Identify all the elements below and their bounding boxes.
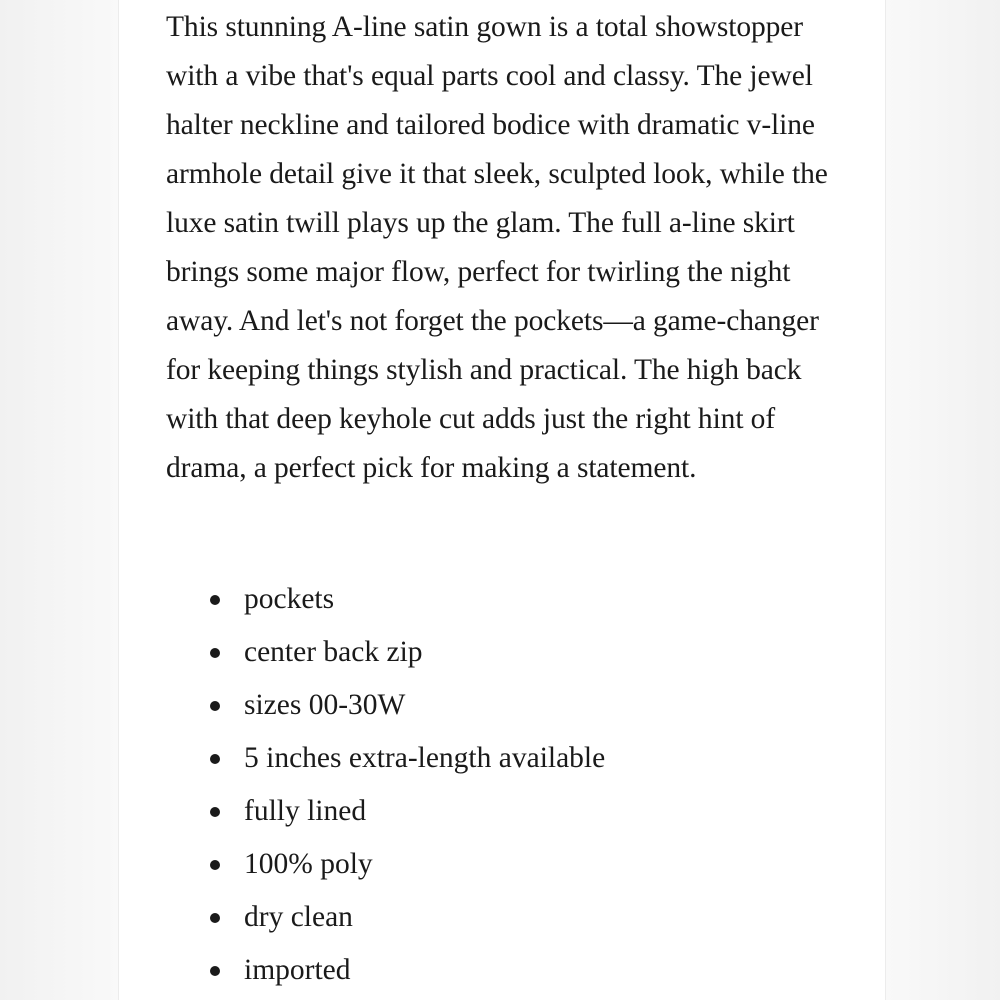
feature-text: dry clean bbox=[244, 901, 353, 933]
right-margin bbox=[886, 0, 1000, 1000]
feature-item-sizes bbox=[119, 679, 819, 732]
feature-item-zip bbox=[119, 626, 819, 679]
feature-item-lined bbox=[119, 785, 819, 838]
bullet-icon bbox=[210, 754, 220, 764]
bullet-icon bbox=[210, 913, 220, 923]
feature-item-length bbox=[119, 732, 819, 785]
product-description-page bbox=[118, 0, 886, 1000]
features-list bbox=[119, 573, 819, 997]
description-paragraph: This stunning A-line satin gown is a total showstopper with a vibe that's equal parts cool and classy. The jewel halter neckline and tailored bodice with dramatic v-line armhole detail give it that sleek, sculpted look, while the luxe satin twill plays up the glam. The full a-line skirt brings some major flow, perfect for twirling the night away. And let's not forget the pockets—a game-changer for keeping things stylish and practical. The high back with that deep keyhole cut adds just the right hint of drama, a perfect pick for making a statement. bbox=[166, 11, 828, 484]
feature-text: 5 inches extra-length available bbox=[244, 742, 606, 774]
left-margin bbox=[0, 0, 118, 1000]
feature-text: 100% poly bbox=[244, 848, 373, 880]
feature-item-material bbox=[119, 838, 819, 891]
feature-text: fully lined bbox=[244, 795, 367, 827]
bullet-icon bbox=[210, 860, 220, 870]
feature-text: pockets bbox=[244, 583, 335, 615]
feature-text: sizes 00-30W bbox=[244, 689, 406, 721]
bullet-icon bbox=[210, 966, 220, 976]
bullet-icon bbox=[210, 701, 220, 711]
feature-item-pockets bbox=[119, 573, 819, 626]
bullet-icon bbox=[210, 807, 220, 817]
feature-item-care bbox=[119, 891, 819, 944]
bullet-icon bbox=[210, 595, 220, 605]
bullet-icon bbox=[210, 648, 220, 658]
feature-text: center back zip bbox=[244, 636, 423, 668]
feature-text: imported bbox=[244, 954, 351, 986]
feature-item-origin bbox=[119, 944, 819, 997]
